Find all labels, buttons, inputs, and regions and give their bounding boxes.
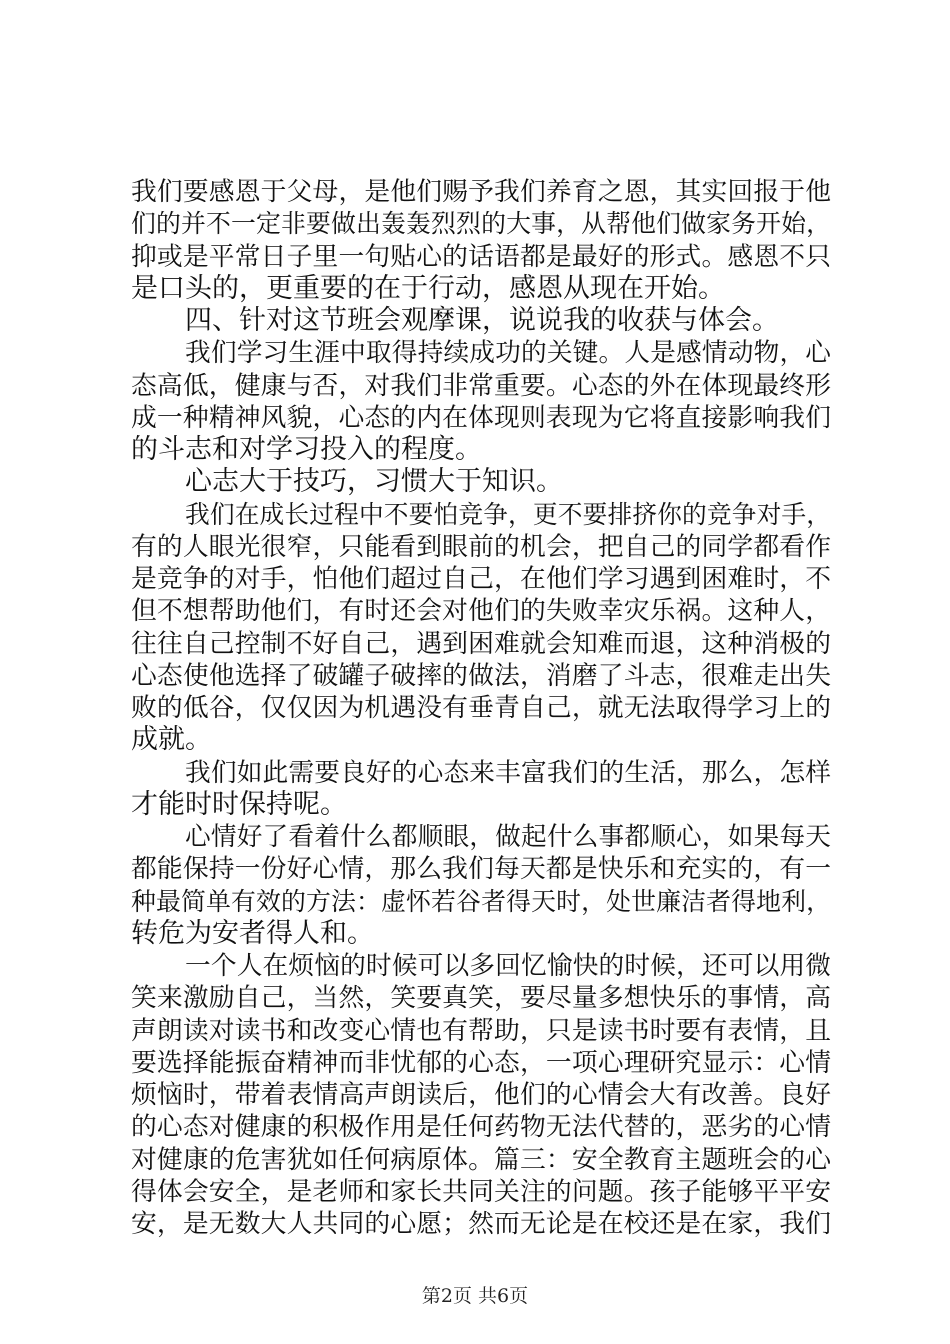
text-line: 一个人在烦恼的时候可以多回忆愉快的时候，还可以用微 (185, 951, 831, 981)
text-line: 是口头的，更重要的在于行动，感恩从现在开始。 (131, 272, 725, 304)
text-line: 都能保持一份好心情，那么我们每天都是快乐和充实的，有一 (131, 854, 831, 885)
text-line: 但不想帮助他们，有时还会对他们的失败幸灾乐祸。这种人， (131, 596, 831, 627)
text-line: 烦恼时，带着表情高声朗读后，他们的心情会大有改善。良好 (131, 1080, 831, 1110)
text-line: 笑来激励自己，当然，笑要真笑，要尽量多想快乐的事情，高 (131, 983, 831, 1014)
text-line: 抑或是平常日子里一句贴心的话语都是最好的形式。感恩不只 (131, 241, 831, 272)
text-line: 安，是无数大人共同的心愿；然而无论是在校还是在家，我们 (131, 1209, 831, 1239)
text-line: 我们如此需要良好的心态来丰富我们的生活，那么，怎样 (185, 757, 831, 788)
text-line: 对健康的危害犹如任何病原体。篇三：安全教育主题班会的心 (131, 1144, 831, 1175)
text-line: 我们要感恩于父母，是他们赐予我们养育之恩，其实回报于他 (131, 177, 831, 207)
text-line: 得体会安全，是老师和家长共同关注的问题。孩子能够平平安 (131, 1176, 831, 1207)
text-line: 四、针对这节班会观摩课，说说我的收获与体会。 (185, 305, 779, 336)
text-line: 声朗读对读书和改变心情也有帮助，只是读书时要有表情，且 (131, 1015, 831, 1046)
text-line: 的斗志和对学习投入的程度。 (131, 434, 482, 465)
page-number-footer: 第2页 共6页 (421, 1285, 529, 1307)
text-line: 们的并不一定非要做出轰轰烈烈的大事，从帮他们做家务开始， (131, 209, 831, 239)
text-line: 心情好了看着什么都顺眼，做起什么事都顺心，如果每天 (185, 822, 831, 852)
text-line: 往往自己控制不好自己，遇到困难就会知难而退，这种消极的 (131, 628, 831, 659)
text-line: 败的低谷，仅仅因为机遇没有垂青自己，就无法取得学习上的 (131, 693, 831, 723)
document-body (131, 176, 831, 1240)
text-line: 成一种精神风貌，心态的内在体现则表现为它将直接影响我们 (131, 402, 831, 433)
text-line: 的心态对健康的积极作用是任何药物无法代替的，恶劣的心情 (131, 1112, 831, 1143)
text-line: 心志大于技巧，习惯大于知识。 (185, 466, 563, 498)
text-line: 才能时时保持呢。 (131, 788, 347, 820)
text-line: 种最简单有效的方法：虚怀若谷者得天时，处世廉洁者得地利， (131, 886, 831, 916)
text-line: 成就。 (131, 724, 212, 756)
text-line: 是竞争的对手，怕他们超过自己，在他们学习遇到困难时，不 (131, 564, 831, 594)
text-line: 心态使他选择了破罐子破摔的做法，消磨了斗志，很难走出失 (131, 660, 831, 691)
text-line: 有的人眼光很窄，只能看到眼前的机会，把自己的同学都看作 (131, 531, 831, 562)
text-line: 要选择能振奋精神而非忧郁的心态，一项心理研究显示：心情 (131, 1047, 831, 1078)
text-line: 我们在成长过程中不要怕竞争，更不要排挤你的竞争对手， (185, 499, 831, 529)
text-line: 态高低，健康与否，对我们非常重要。心态的外在体现最终形 (131, 370, 831, 401)
text-line: 转危为安者得人和。 (131, 917, 374, 949)
text-line: 我们学习生涯中取得持续成功的关键。人是感情动物，心 (185, 338, 831, 369)
